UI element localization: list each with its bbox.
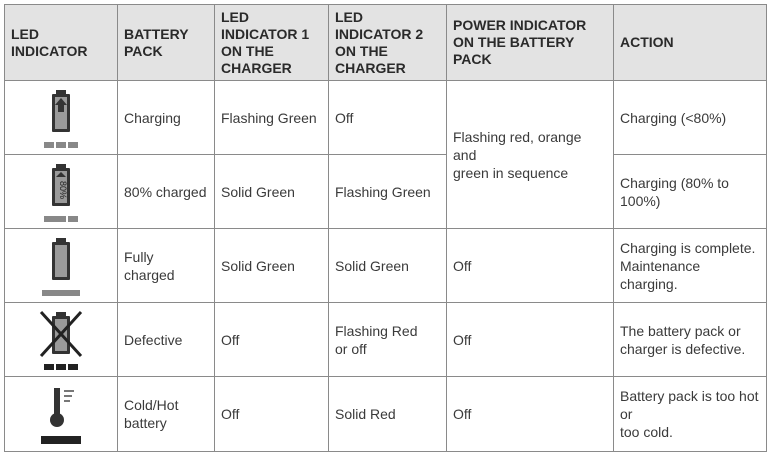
led2-line: Flashing Red	[335, 322, 418, 339]
action-line: The battery pack or	[620, 322, 741, 339]
battery-defective-icon	[31, 308, 91, 372]
cell-led1: Solid Green	[215, 229, 329, 303]
battery-charging-icon	[31, 86, 91, 150]
led-indicator-table	[4, 4, 767, 452]
cell-action	[614, 229, 767, 303]
action-line: Battery pack is too hot or	[620, 388, 759, 422]
cell-led2: Flashing Green	[329, 155, 447, 229]
cell-action	[614, 377, 767, 452]
table-row	[5, 303, 767, 377]
power-merged-line1: Flashing red, orange and	[453, 128, 582, 163]
cell-led2: Solid Red	[329, 377, 447, 452]
cell-power-merged	[447, 81, 614, 229]
action-line: too cold.	[620, 424, 673, 440]
power-merged-line2: green in sequence	[453, 164, 569, 181]
battery-80-percent-label: 80%	[58, 180, 68, 199]
cell-led1: Flashing Green	[215, 81, 329, 155]
cell-power: Off	[447, 377, 614, 452]
cell-action: Charging (<80%)	[614, 81, 767, 155]
cell-led1: Off	[215, 303, 329, 377]
battery-80-percent-icon	[31, 160, 91, 224]
header-battery-pack: BATTERY PACK	[118, 5, 215, 81]
action-line: Charging is complete.	[620, 239, 756, 256]
header-led-indicator-1: LED INDICATOR 1 ON THE CHARGER	[215, 5, 329, 81]
led-icon-cell	[5, 229, 118, 303]
led2-line: or off	[335, 340, 367, 357]
cell-led2: Off	[329, 81, 447, 155]
table-row	[5, 229, 767, 303]
cell-led1: Off	[215, 377, 329, 452]
cell-battery-pack: Defective	[118, 303, 215, 377]
header-action: ACTION	[614, 5, 767, 81]
thermometer-icon	[31, 382, 91, 446]
cell-led1: Solid Green	[215, 155, 329, 229]
cell-action: Charging (80% to 100%)	[614, 155, 767, 229]
header-power-indicator: POWER INDICATOR ON THE BATTERY PACK	[447, 5, 614, 81]
battery-full-icon	[31, 234, 91, 298]
cell-power: Off	[447, 303, 614, 377]
led-icon-cell	[5, 155, 118, 229]
cell-battery-pack: Charging	[118, 81, 215, 155]
table-row	[5, 81, 767, 155]
battery-pack-line: battery	[124, 415, 167, 431]
action-line: charger is defective.	[620, 340, 746, 357]
cell-led2	[329, 303, 447, 377]
header-led-indicator: LED INDICATOR	[5, 5, 118, 81]
battery-pack-line: Cold/Hot	[124, 397, 179, 413]
table-row	[5, 155, 767, 229]
led-icon-cell	[5, 81, 118, 155]
cell-battery-pack: 80% charged	[118, 155, 215, 229]
action-line: Maintenance charging.	[620, 257, 701, 292]
cell-action	[614, 303, 767, 377]
header-row	[5, 5, 767, 81]
led-icon-cell	[5, 303, 118, 377]
cell-led2: Solid Green	[329, 229, 447, 303]
cell-battery-pack: Fully charged	[118, 229, 215, 303]
table-row	[5, 377, 767, 452]
cell-power: Off	[447, 229, 614, 303]
cell-battery-pack	[118, 377, 215, 452]
led-icon-cell	[5, 377, 118, 452]
header-led-indicator-2: LED INDICATOR 2 ON THE CHARGER	[329, 5, 447, 81]
